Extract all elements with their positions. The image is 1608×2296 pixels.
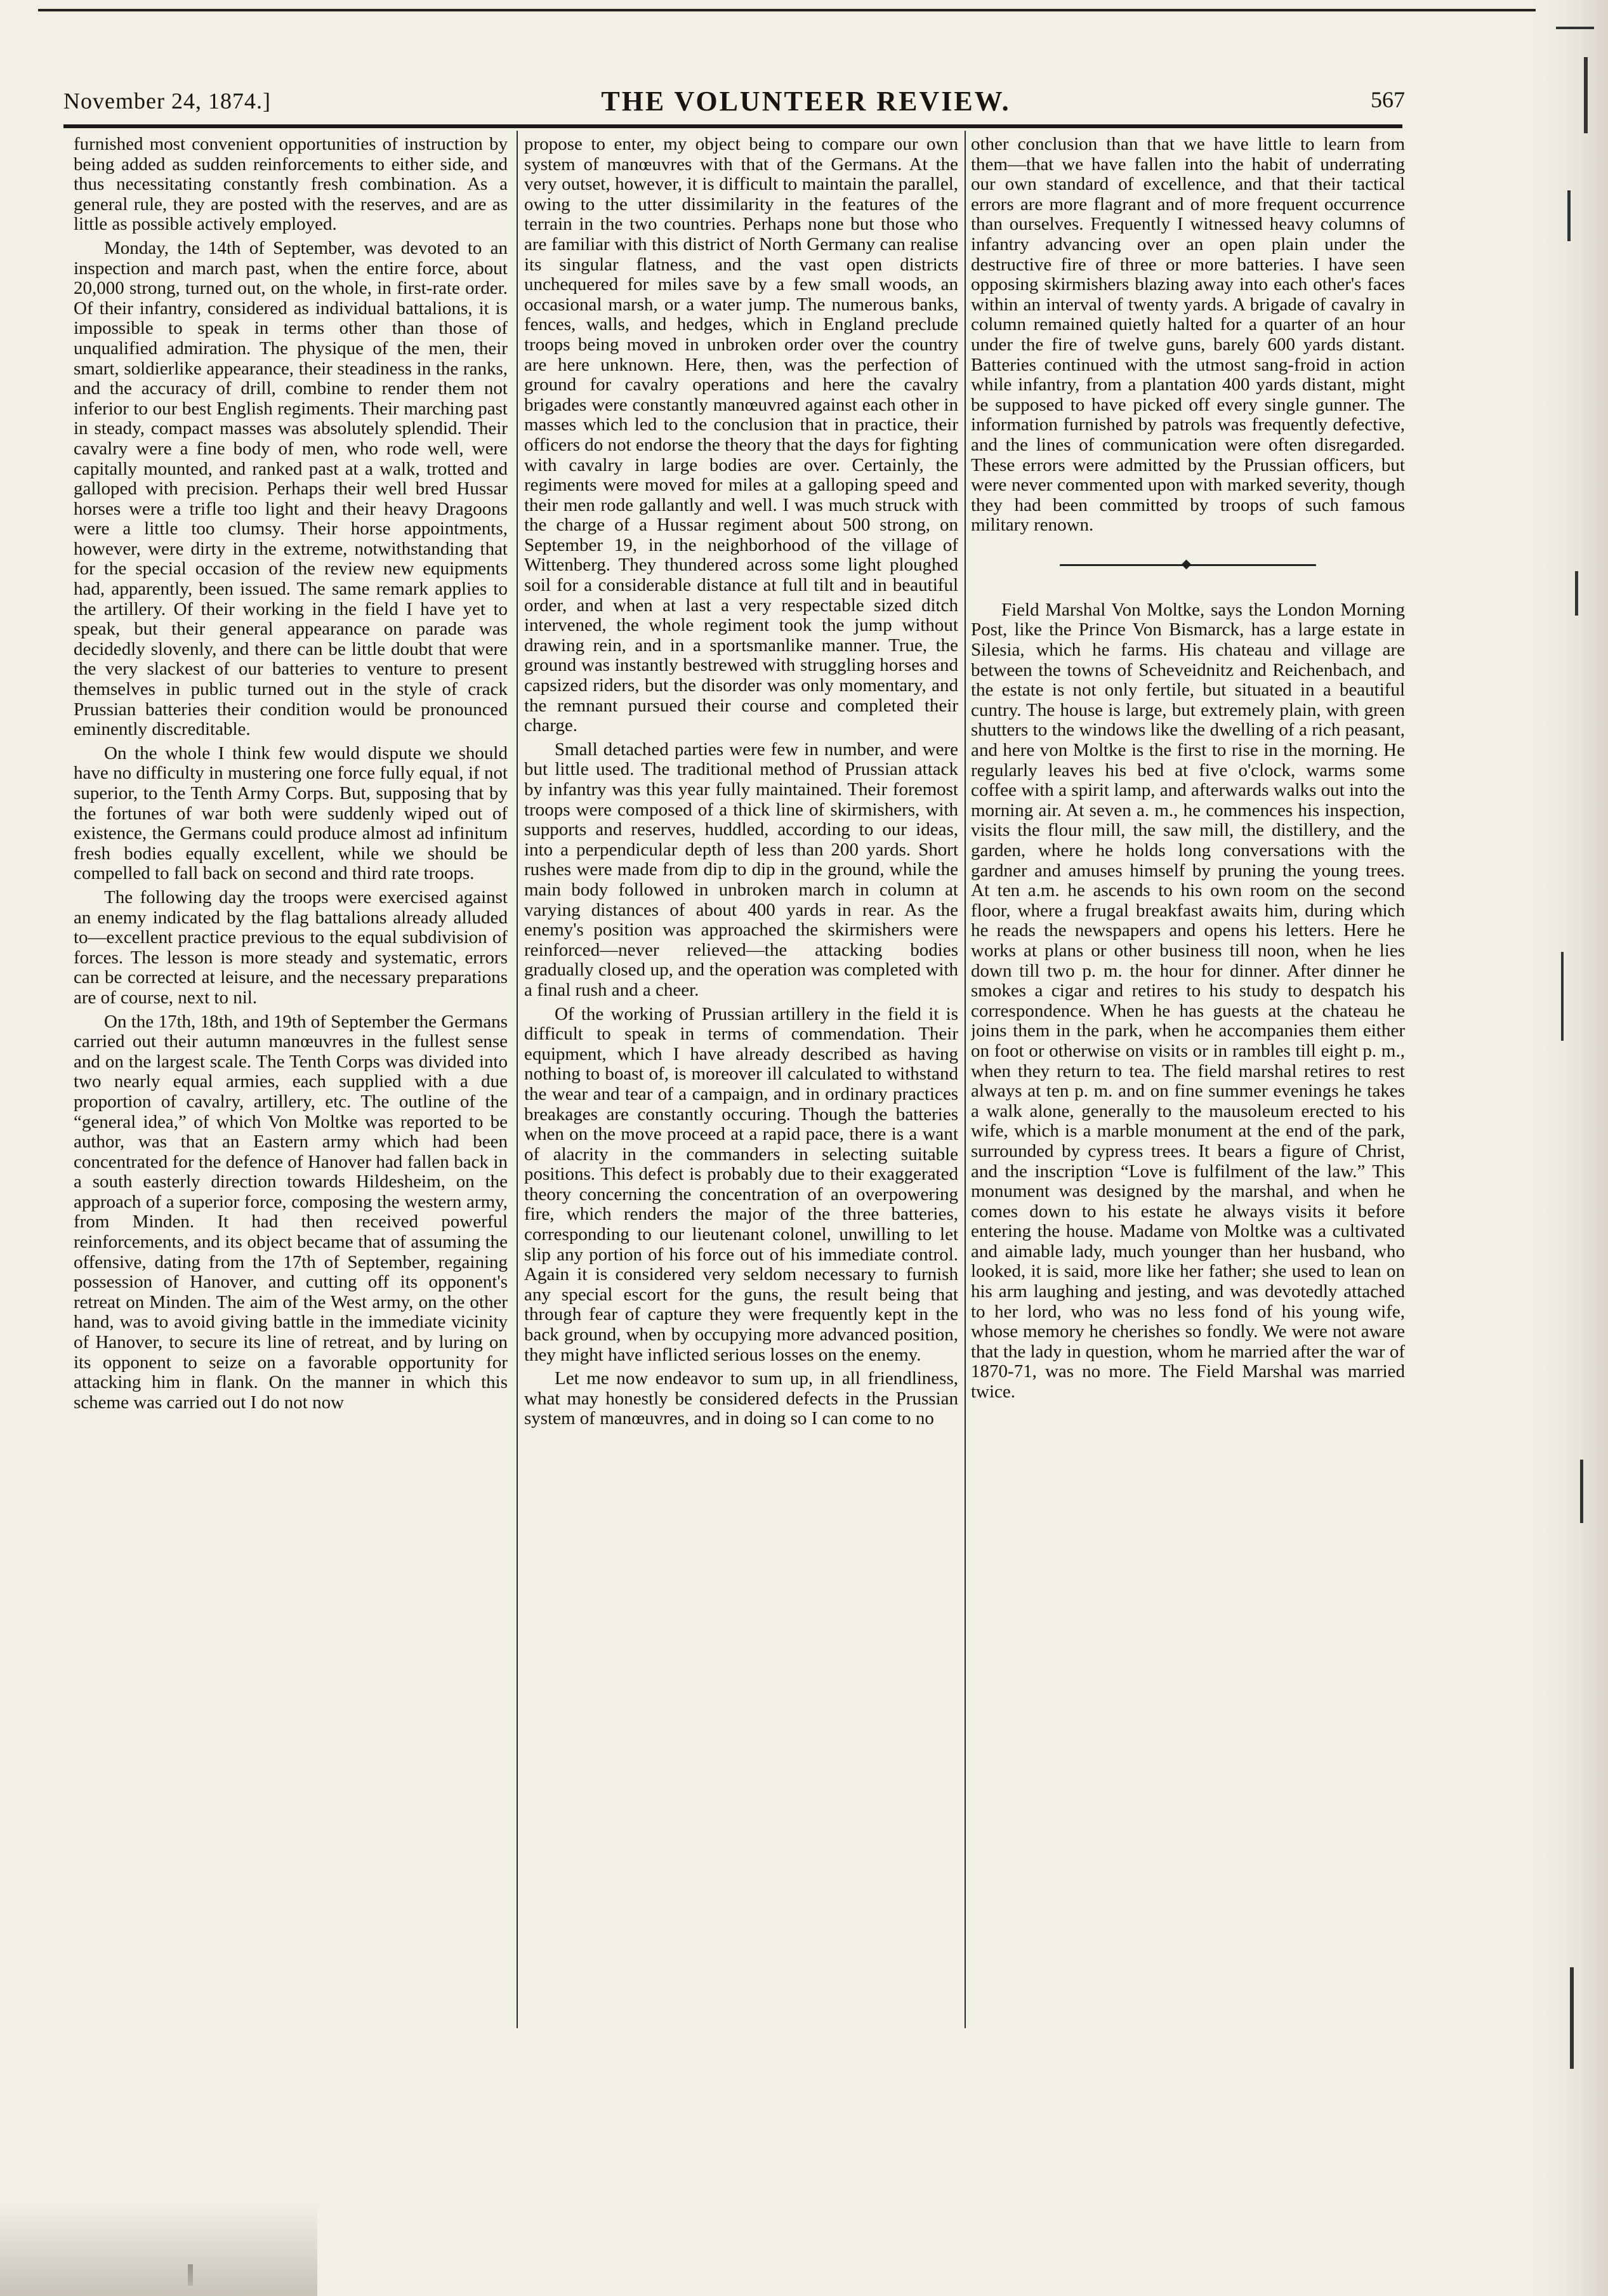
scan-smudge — [0, 2202, 317, 2296]
paragraph: Of the working of Prussian artillery in the field it is difficult to speak in terms of commendation. Their equipment, which I have already described as having nothing to boast of, is moreover ill calculated to withstand the wear and tear of a campaign, and in ordinary practices breakages are constantly occuring. Though the batteries when on the move proceed at a rapid pace, there is a want of alacrity in the commanders in selecting suitable positions. This defect is probably due to their exaggerated theory concerning the concentration of an overpowering fire, which renders the major of the three batteries, corresponding to our lieutenant colonel, unwilling to let slip any portion of his force out of his immediate control. Again it is considered very seldom necessary to furnish any special escort for the guns, the result being that through fear of capture they were frequently kept in the back ground, when by occupying more advanced position, they might have inflicted serious losses on the enemy. — [524, 1003, 958, 1365]
paragraph: Small detached parties were few in number, and were but little used. The traditional method of Prussian attack by infantry was this year fully maintained. Their foremost troops were composed of a thick line of skirmishers, with supports and reserves, huddled, according to our ideas, into a perpendicular depth of less than 200 yards. Short rushes were made from dip to dip in the ground, while the main body followed in unbroken march in column at varying distances of about 400 yards in rear. As the enemy's position was approached the skirmishers were reinforced—never relieved—the attacking bodies gradually closed up, and the operation was completed with a final rush and a cheer. — [524, 739, 958, 1000]
article-column-3 — [971, 135, 1405, 2032]
scan-mark — [1580, 1460, 1583, 1523]
separator-ornament-icon — [1182, 560, 1192, 570]
scan-mark — [1584, 57, 1588, 133]
section-separator — [971, 561, 1405, 569]
paragraph: propose to enter, my object being to compare our own system of manœuvres with that of the Germans. At the very outset, however, it is difficult to maintain the parallel, owing to the utter dissimilarity in the features of the terrain in the two countries. Perhaps none but those who are familiar with this district of North Germany can realise its singular flatness, and the vast open districts unchequered for miles save by a few small woods, an occasional marsh, or a water jump. The numerous banks, fences, walls, and hedges, which in England preclude troops being moved in unbroken order over the country are here unknown. Here, then, was the perfection of ground for cavalry operations and here the cavalry brigades were constantly manœuvred against each other in masses which led to the conclusion that in practice, their officers do not endorse the theory that the days for fighting with cavalry in large bodies are over. Certainly, the regiments were moved for miles at a galloping speed and their men rode gallantly and well. I was much struck with the charge of a Hussar regiment about 500 strong, on September 19, in the neighborhood of the village of Wittenberg. They thundered across some light ploughed soil for a considerable distance at full tilt and in beautiful order, and when at last a very respectable sized ditch intervened, the whole regiment took the jump without drawing rein, and in a sportsmanlike manner. True, the ground was instantly bestrewed with struggling horses and capsized riders, but the disorder was only momentary, and the remnant pursued their course and completed their charge. — [524, 135, 958, 736]
article-column-1 — [74, 135, 508, 2032]
scan-mark — [1575, 571, 1578, 616]
moltke-article-paragraph: Field Marshal Von Moltke, says the London Morning Post, like the Prince Von Bismarck, has a large estate in Silesia, which he farms. His chateau and village are between the towns of Scheveidnitz and Reichenbach, and the estate is not only fertile, but situated in a beautiful cuntry. The house is large, but extremely plain, with green shutters to the windows like the dwelling of a rich peasant, and here von Moltke is the first to rise in the morning. He regularly leaves his bed at five o'clock, warms some coffee with a spirit lamp, and afterwards walks out into the morning air. At seven a. m., he commences his inspection, visits the flour mill, the saw mill, the distillery, and the garden, where he holds long conversations with the gardner and amuses himself by pruning the young trees. At ten a.m. he ascends to his own room on the second floor, where a frugal breakfast awaits him, during which he reads the newspapers and opens his letters. Here he works at plans or other business till noon, when he lies down till two p. m. the hour for dinner. After dinner he smokes a cigar and retires to his study to despatch his correspondence. When he has guests at the chateau he joins them in the park, when he accompanies them either on foot or otherwise on visits or in rambles till eight p. m., when they return to tea. The field marshal retires to rest always at ten p. m. and on fine summer evenings he takes a walk alone, generally to the mausoleum erected to his wife, which is a marble monument at the end of the park, surrounded by cypress trees. It bears a figure of Christ, and the inscription “Love is fulfilment of the law.” This monument was designed by the marshal, and when he comes down to his estate he always visits it before entering the house. Madame von Moltke was a cultivated and aimable lady, much younger than her husband, who looked, it is said, more like her father; she used to lean on his arm laughing and jesting, and was devotedly attached to her lord, who was no less fond of his young wife, whose memory he cherishes so fondly. We were not aware that the lady in question, whom he married after the war of 1870-71, was no more. The Field Marshal was married twice. — [971, 599, 1405, 1402]
paragraph: Monday, the 14th of September, was devoted to an inspection and march past, when the entire force, about 20,000 strong, turned out, on the whole, in first-rate order. Of their infantry, considered as individual battalions, it is impossible to speak in terms other than those of unqualified admiration. The physique of the men, their smart, soldierlike appearance, their steadiness in the ranks, and the accuracy of drill, combine to render them not inferior to our best English regiments. Their marching past in steady, compact masses was absolutely splendid. Their cavalry were a fine body of men, who rode well, were capitally mounted, and ranked past at a walk, trotted and galloped with precision. Perhaps their well bred Hussar horses were a trifle too light and their heavy Dragoons were a little too clumsy. Their horse appointments, however, were dirty in the extreme, notwithstanding that for the special occasion of the review new equipments had, apparently, been issued. The same remark applies to the artillery. Of their working in the field I have yet to speak, but their general appearance on parade was decidedly slovenly, and there can be little doubt that were the very slackest of our batteries to venture to present themselves in public turned out in the style of crack Prussian batteries their condition would be pronounced eminently discreditable. — [74, 237, 508, 740]
paragraph: furnished most convenient opportunities of instruction by being added as sudden reinforcements to either side, and thus necessitating constantly fresh combination. As a general rule, they are posted with the reserves, and are as little as possible actively employed. — [74, 135, 508, 235]
paragraph: The following day the troops were exercised against an enemy indicated by the flag battalions already alluded to—excellent practice previous to the equal subdivision of forces. The lesson is more steady and systematic, errors can be corrected at leisure, and the necessary preparations are of course, next to nil. — [74, 887, 508, 1008]
paragraph: Let me now endeavor to sum up, in all friendliness, what may honestly be considered defects in the Prussian system of manœuvres, and in doing so I can come to no — [524, 1368, 958, 1429]
scan-mark — [1561, 952, 1564, 1041]
scan-edge-shadow — [1536, 0, 1608, 2296]
paragraph: On the 17th, 18th, and 19th of September the Germans carried out their autumn manœuvres in the fullest sense and on the largest scale. The Tenth Corps was divided into two nearly equal armies, each supplied with a due proportion of cavalry, artillery, etc. The outline of the “general idea,” of which Von Moltke was reported to be author, was that an Eastern army which had been concentrated for the defence of Hanover had fallen back in a south easterly direction towards Hildesheim, on the approach of a superior force, composing the western army, from Minden. It had then received powerful reinforcements, and its object became that of assuming the offensive, dating from the 17th of September, regaining possession of Hanover, and cutting off its opponent's retreat on Minden. The aim of the West army, on the other hand, was to avoid giving battle in the immediate vicinity of Hanover, to secure its line of retreat, and by luring on its opponent to seize on a favorable opportunity for attacking him in flank. On the manner in which this scheme was carried out I do not now — [74, 1011, 508, 1413]
scan-mark — [1567, 190, 1571, 241]
scan-mark — [1556, 27, 1594, 29]
column-divider — [517, 131, 518, 2028]
paragraph: other conclusion than that we have little to learn from them—that we have fallen into the habit of underrating our own standard of excellence, and that their tactical errors are more flagrant and of more frequent occurrence than ourselves. Frequently I witnessed heavy columns of infantry advancing over an open plain under the destructive fire of three or more batteries. I have seen opposing skirmishers blazing away into each other's faces within an interval of twenty yards. A brigade of cavalry in column remained quietly halted for a quarter of an hour under the fire of twelve guns, barely 600 yards distant. Batteries continued with the utmost sang-froid in action while infantry, from a plantation 400 yards distant, might be supposed to have picked off every single gunner. The information furnished by patrols was frequently defective, and the lines of communication were often disregarded. These errors were admitted by the Prussian officers, but were never commented upon with marked severity, though they had been committed by troops of such famous military renown. — [971, 135, 1405, 536]
page-number: 567 — [1371, 87, 1405, 112]
column-divider — [965, 131, 966, 2028]
top-border-rule — [38, 9, 1542, 11]
paragraph: On the whole I think few would dispute we should have no difficulty in mustering one force fully equal, if not superior, to the Tenth Army Corps. But, supposing that by the fortunes of war both were suddenly wiped out of existence, the Germans could produce almost ad infinitum fresh bodies equally excellent, while we should be compelled to fall back on second and third rate troops. — [74, 742, 508, 884]
masthead-title: THE VOLUNTEER REVIEW. — [601, 86, 1011, 117]
header-rule — [63, 124, 1402, 128]
article-column-2 — [524, 135, 958, 2032]
header-date: November 24, 1874.] — [63, 88, 271, 114]
scan-mark — [1570, 1967, 1574, 2069]
